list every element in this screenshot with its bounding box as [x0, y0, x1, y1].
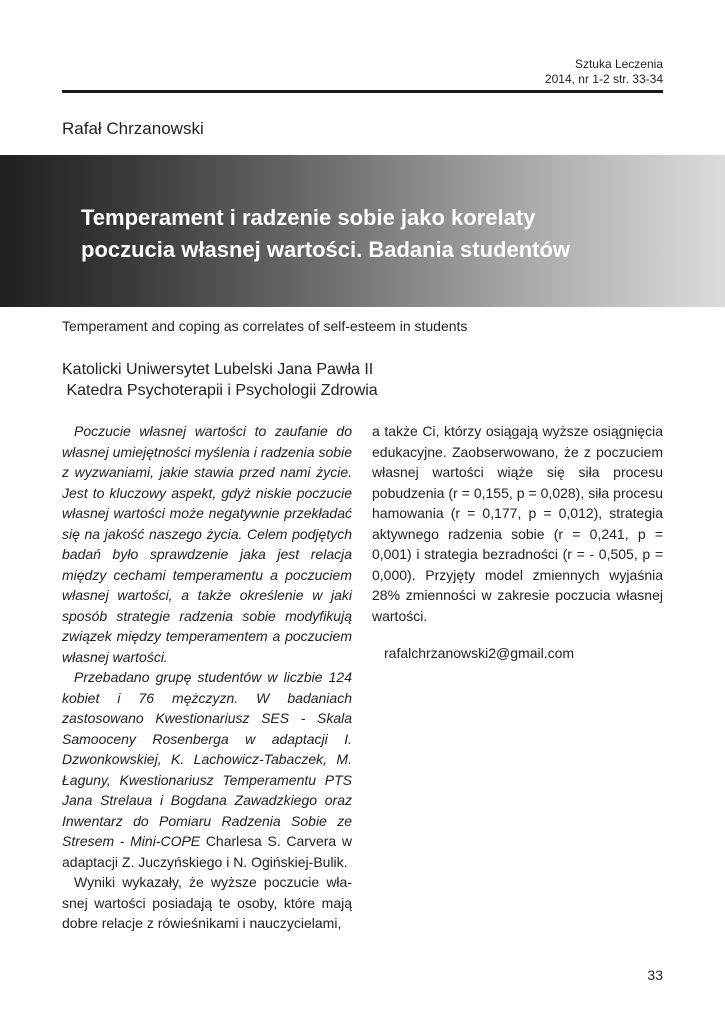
abstract-paragraph-4: a także Ci, którzy osiągają wyższe osiągnięcia edukacyjne. Zaobserwowano, że z poczuciem własnej wartości wiąże się siła procesu pobudzenia (r = 0,155, p = 0,028), siła procesu hamowania (r = 0,177, p = 0,012), strategia aktywnego radzenia sobie (r = 0,241, p = 0,001) i strategia bezradności (r = - 0,505, p = 0,000). Przyjęty model zmiennych wyjaśnia 28% zmienności w zakresie poczucia własnej wartości.: [372, 423, 663, 624]
page-number: 33: [647, 967, 663, 983]
author-email[interactable]: rafalchrzanowski2@gmail.com: [384, 645, 575, 661]
english-title: Temperament and coping as correlates of self-esteem in students: [62, 318, 468, 334]
abstract-paragraph-2: [62, 667, 352, 872]
title-line-2: poczucia własnej wartości. Badania studentów: [81, 237, 571, 262]
abstract-paragraph-3: Wyniki wykazały, że wyższe poczucie własnej wartości posiadają te osoby, które mają dobre relacje z rówieśnikami i nauczycielami,: [62, 874, 352, 931]
title-line-1: Temperament i radzenie sobie jako korelaty: [81, 205, 536, 230]
affiliation-line-2: Katedra Psychoterapii i Psychologii Zdrowia: [62, 382, 378, 399]
journal-issue: 2014, nr 1-2 str. 33-34: [544, 72, 663, 86]
abstract-paragraph-2-italic: Przebadano grupę studentów w liczbie 124 kobiet i 76 mężczyzn. W badaniach zastosowano Kwestionariusz SES - Skala Samooceny Rosenberga w adaptacji I. Dzwonkowskiej, K. Lachowicz-Tabaczek, M. Łaguny, Kwestionariusz Temperamentu PTS Jana Strelaua i Bogdana Zawadzkiego oraz Inwentarz do Pomiaru Radzenia Sobie ze Stresem - Mini-COPE: [62, 669, 352, 849]
abstract-paragraph-1: Poczucie własnej wartości to zaufanie do własnej umiejętności myślenia i radzenia sobie z wyzwaniami, jakie stawia przed nami życie. Jest to kluczowy aspekt, gdyż niskie poczucie własnej wartości może negatywnie przekładać się na jakość naszego życia. Celem podjętych badań było sprawdzenie jaka jest relacja między cechami temperamentu a poczuciem własnej wartości, a także określenie w jaki sposób strategie radzenia sobie modyfikują związek między temperamentem a poczuciem własnej wartości.: [62, 423, 352, 665]
article-title: [81, 202, 701, 266]
header-rule: [62, 90, 663, 93]
journal-name: Sztuka Leczenia: [574, 57, 663, 71]
journal-header: [545, 57, 663, 87]
abstract-paragraph-2-normal: Charlesa S. Carvera w adaptacji Z. Juczyńskiego i N. Ogińskiej-Bulik.: [62, 833, 352, 870]
title-banner: [0, 155, 725, 307]
affiliation-line-1: Katolicki Uniwersytet Lubelski Jana Pawła II: [62, 361, 374, 378]
affiliation: [62, 359, 378, 401]
abstract-column-right: [372, 421, 663, 626]
abstract-column-left: [62, 421, 352, 934]
author-name: Rafał Chrzanowski: [62, 119, 204, 138]
